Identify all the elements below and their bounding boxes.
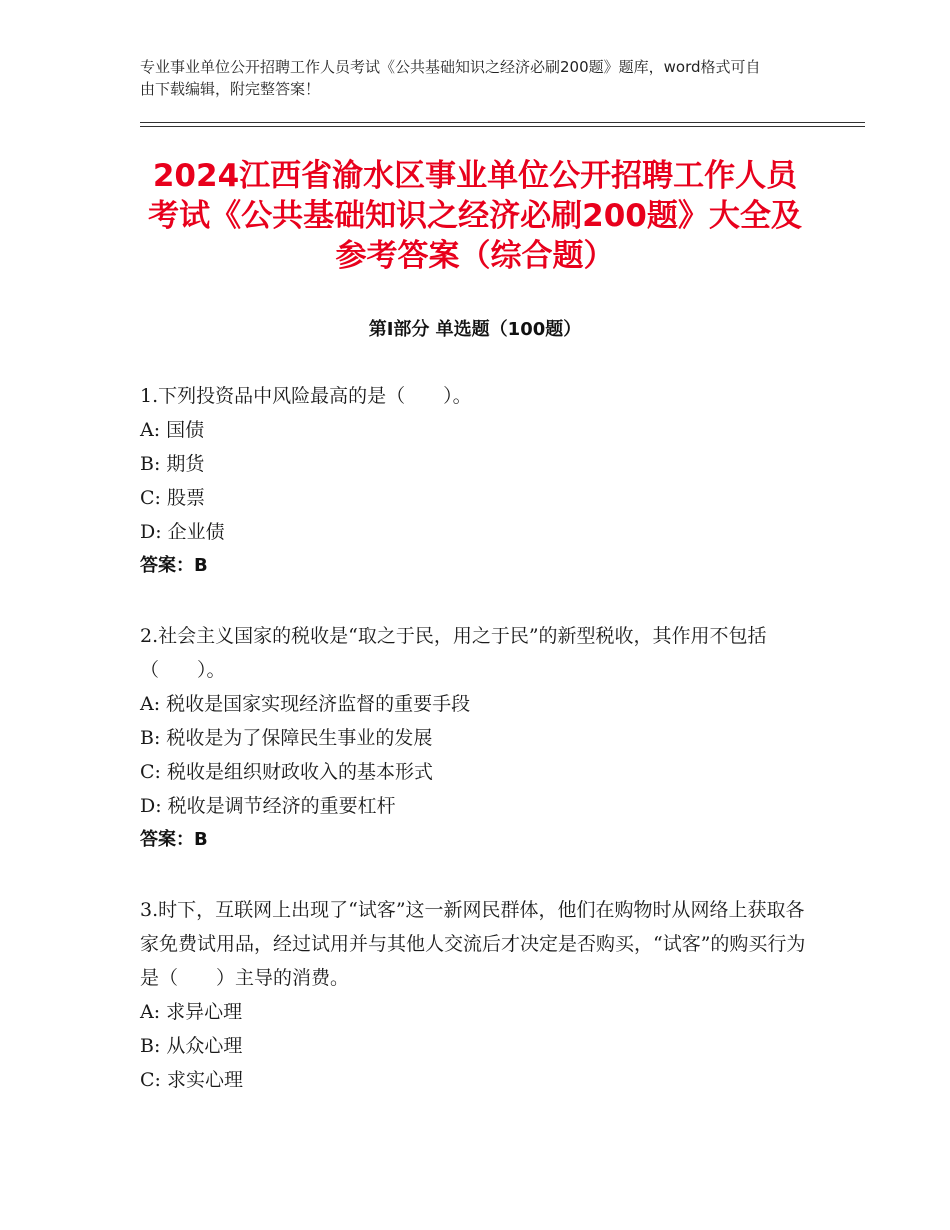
option-d: D: 企业债 xyxy=(140,521,225,543)
answer: 答案：B xyxy=(140,829,208,850)
question-stem: 2.社会主义国家的税收是“取之于民，用之于民”的新型税收，其作用不包括（ ）。 xyxy=(140,625,767,681)
option-b: B: 税收是为了保障民生事业的发展 xyxy=(140,727,433,749)
section-title: 第Ⅰ部分 单选题（100题） xyxy=(368,319,582,340)
question-stem: 3.时下，互联网上出现了“试客”这一新网民群体，他们在购物时从网络上获取各家免费试用品，经过试用并与其他人交流后才决定是否购买，“试客”的购买行为是（ ）主导的消费。 xyxy=(140,899,806,989)
question-2 xyxy=(140,619,820,857)
answer: 答案：B xyxy=(140,555,208,576)
question-stem: 1.下列投资品中风险最高的是（ ）。 xyxy=(140,385,472,407)
option-d: D: 税收是调节经济的重要杠杆 xyxy=(140,795,396,817)
header-note: 专业事业单位公开招聘工作人员考试《公共基础知识之经济必刷200题》题库，word格式可自由下载编辑，附完整答案！ xyxy=(140,58,761,98)
option-b: B: 期货 xyxy=(140,453,205,475)
header-divider-top xyxy=(140,122,865,123)
option-a: A: 税收是国家实现经济监督的重要手段 xyxy=(140,693,471,715)
document-title: 2024江西省渝水区事业单位公开招聘工作人员考试《公共基础知识之经济必刷200题》大全及参考答案（综合题） xyxy=(148,158,802,274)
option-a: A: 求异心理 xyxy=(140,1001,243,1023)
option-c: C: 求实心理 xyxy=(140,1069,243,1091)
header-divider-bottom xyxy=(140,126,865,127)
option-c: C: 股票 xyxy=(140,487,205,509)
option-c: C: 税收是组织财政收入的基本形式 xyxy=(140,761,433,783)
question-1 xyxy=(140,379,820,583)
option-a: A: 国债 xyxy=(140,419,205,441)
option-b: B: 从众心理 xyxy=(140,1035,243,1057)
question-3 xyxy=(140,893,820,1097)
